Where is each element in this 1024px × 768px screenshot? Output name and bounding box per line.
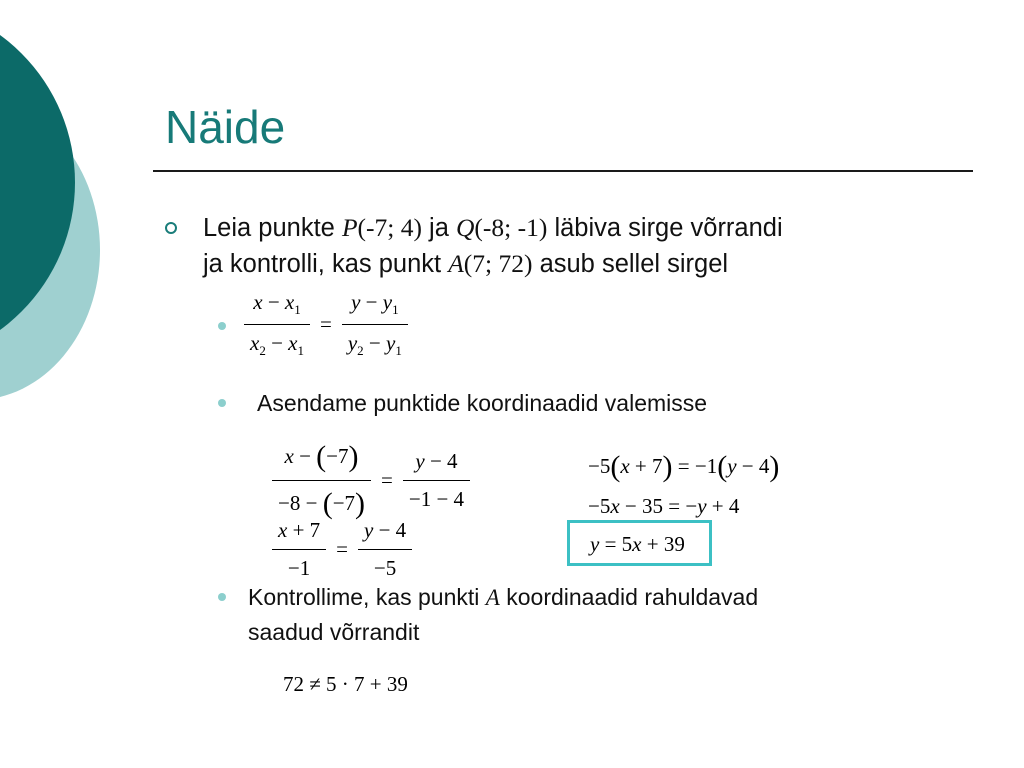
statement-text: Leia punkte (203, 214, 342, 242)
statement-text: läbiva sirge võrrandi (547, 214, 783, 242)
bullet-ring-icon (165, 222, 177, 234)
point-p-coords: (-7; 4) (357, 213, 422, 242)
title-divider (153, 170, 973, 172)
slide-title: Näide (165, 101, 286, 153)
formula-lhs-fraction: $\frac{x - x_1}{x_2 - x_1}$ (244, 290, 310, 359)
bullet-dot-icon (218, 399, 226, 407)
line-through-two-points-formula: $\frac{x - x_1}{x_2 - x_1}$ = $\frac{y - y_1}{y_2 - y_1}$ (244, 290, 408, 359)
point-p-letter: P (341, 213, 358, 242)
point-a-letter: A (448, 249, 464, 278)
result-equation: y = 5x + 39 (590, 532, 685, 556)
substitution-step-text: Asendame punktide koordinaadid valemisse (257, 390, 708, 416)
verification-inequality: 72 ≠ 5 · 7 + 39 (283, 672, 408, 696)
point-q-coords: (-8; -1) (474, 213, 548, 242)
formula-rhs-fraction: $\frac{y - y_1}{y_2 - y_1}$ (342, 290, 408, 359)
verification-text: Kontrollime, kas punkti A koordinaadid rahuldavad saadud võrrandit (248, 584, 759, 645)
substituted-equation-1: $\frac{x - (-7)}{-8 - (-7)}$ = $\frac{y - 4}{-1 - 4}$ (272, 440, 470, 521)
bullet-dot-icon (218, 593, 226, 601)
statement-text: ja (421, 214, 456, 242)
statement-text: ja kontrolli, kas punkt (203, 250, 449, 278)
expanded-equation-1: −5(x + 7) = −1(y − 4) (588, 450, 780, 483)
bullet-dot-icon (218, 322, 226, 330)
problem-statement (203, 210, 1003, 282)
statement-text: asub sellel sirgel (532, 250, 729, 278)
point-q-letter: Q (456, 213, 475, 242)
point-a-letter: A (485, 585, 500, 610)
substituted-equation-2: $\frac{x + 7}{-1}$ = $\frac{y - 4}{-5}$ (272, 518, 412, 581)
point-a-coords: (7; 72) (463, 249, 533, 278)
expanded-equation-2: −5x − 35 = −y + 4 (588, 494, 740, 518)
